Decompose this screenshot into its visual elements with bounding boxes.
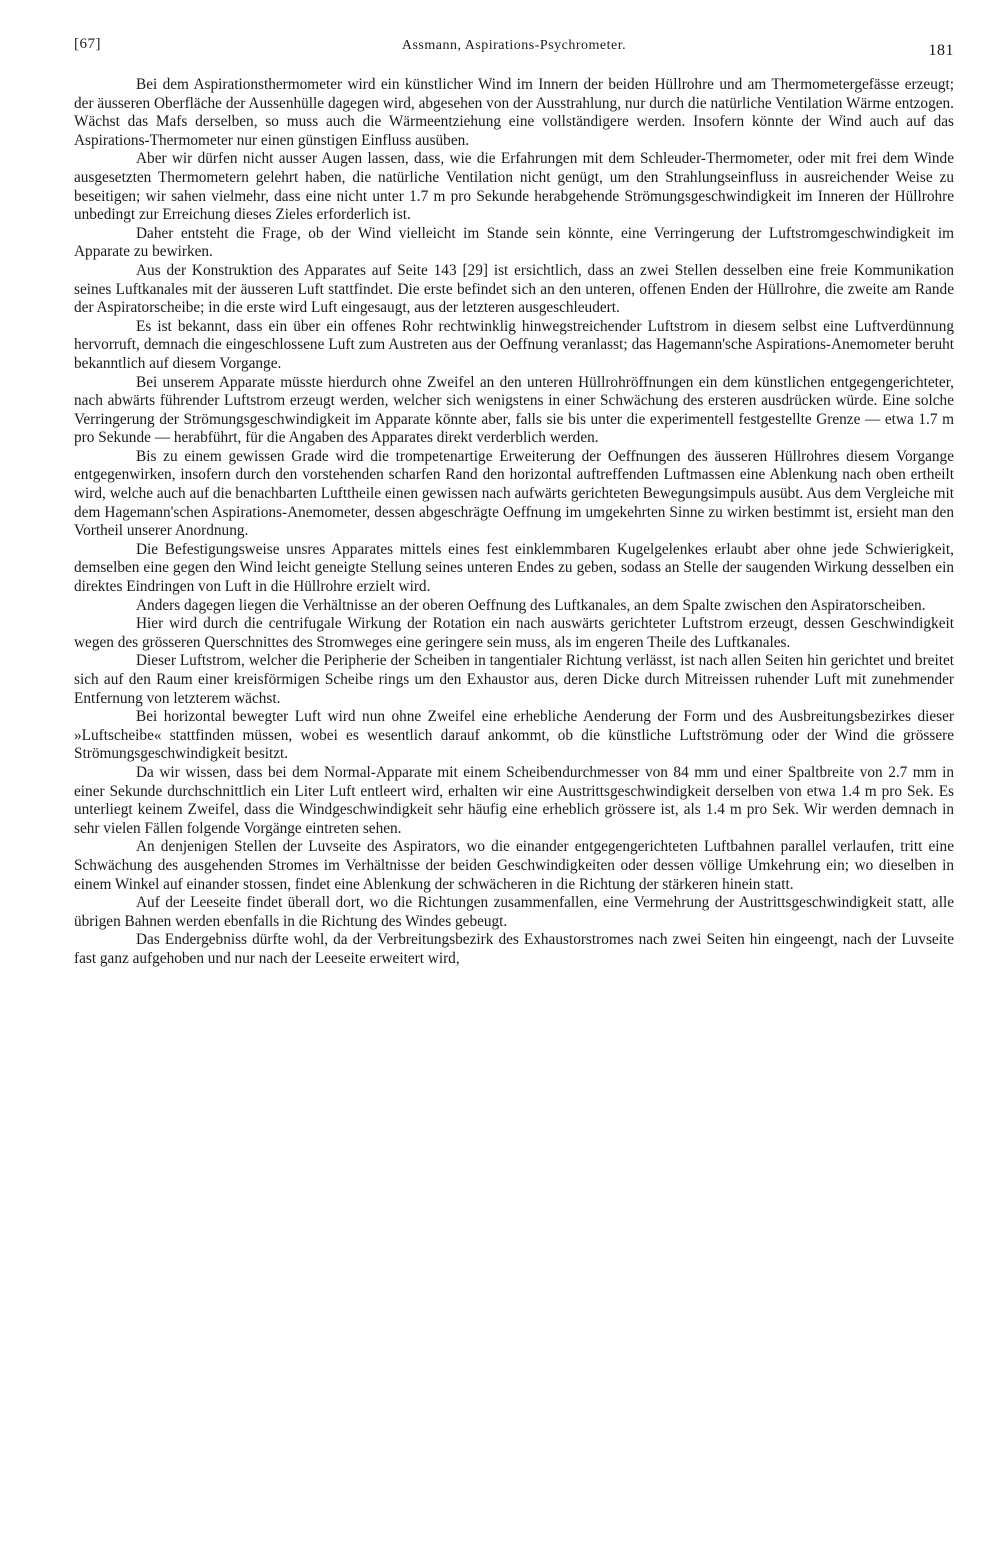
page-number: 181 [928, 42, 954, 59]
paragraph: Bei unserem Apparate müsste hierdurch ohne Zweifel an den unteren Hüllrohröffnungen ein dem künstlichen entgegengerichteter, nach abwärts führender Luftstrom erzeugt werden, welcher sich wenigstens in einer Schwächung des ersteren ausdrücken würde. Eine solche Verringerung der Strömungsgeschwindigkeit im Apparate könnte aber, falls sie bis unter die experimentell festgestellte Grenze — etwa 1.7 m pro Sekunde — herabführt, für die Angaben des Apparates direkt verderblich werden. [74, 373, 954, 447]
running-header [74, 30, 954, 70]
paragraph: Aus der Konstruktion des Apparates auf Seite 143 [29] ist ersichtlich, dass an zwei Stellen desselben eine freie Kommunikation seines Luftkanales mit der äusseren Luft stattfindet. Die erste befindet sich an den unteren, offenen Enden der Hüllrohre, die zweite am Rande der Aspiratorscheibe; in die erste wird Luft eingesaugt, aus der letzteren ausgeschleudert. [74, 261, 954, 317]
paragraph: Bis zu einem gewissen Grade wird die trompetenartige Erweiterung der Oeffnungen des äusseren Hüllrohres diesem Vorgange entgegenwirken, insofern durch den vorstehenden scharfen Rand den horizontal auftreffenden Luftmassen eine Ablenkung nach oben ertheilt wird, welche auch auf die benachbarten Lufttheile einen gewissen nach aufwärts gerichteten Bewegungsimpuls ausübt. Aus dem Vergleiche mit dem Hagemann'schen Aspirations-Anemometer, dessen abgeschrägte Oeffnung im umgekehrten Sinne zu wirken bestimmt ist, ersieht man den Vortheil unserer Anordnung. [74, 447, 954, 540]
paragraph: An denjenigen Stellen der Luvseite des Aspirators, wo die einander entgegengerichteten Luftbahnen parallel verlaufen, tritt eine Schwächung des ausgehenden Stromes im Verhältnisse der beiden Geschwindigkeiten oder dessen völlige Umkehrung ein; wo dieselben in einem Winkel auf einander stossen, findet eine Ablenkung der schwächeren in die Richtung der stärkeren hinein statt. [74, 838, 954, 893]
running-title: Assmann, Aspirations-Psychrometer. [401, 38, 627, 53]
paragraph: Da wir wissen, dass bei dem Normal-Apparate mit einem Scheibendurchmesser von 84 mm und einer Spaltbreite von 2.7 mm in einer Sekunde durchschnittlich ein Liter Luft entleert wird, erhalten wir eine Austrittsgeschwindigkeit derselben von etwa 1.4 m pro Sek. Es unterliegt keinem Zweifel, dass die Windgeschwindigkeit sehr häufig eine erheblich grössere ist, als 1.4 m pro Sek. Wir werden demnach in sehr vielen Fällen folgende Vorgänge eintreten sehen. [74, 763, 954, 837]
paragraph: Bei dem Aspirationsthermometer wird ein künstlicher Wind im Innern der beiden Hüllrohre und am Thermometergefässe erzeugt; der äusseren Oberfläche der Aussenhülle dagegen wird, abgesehen von der Ausstrahlung, nur durch die natürliche Ventilation Wärme entzogen. Wächst das Mafs derselben, so muss auch die Wärmeentziehung eine vollständigere werden. Insofern könnte der Wind auch auf das Aspirations-Thermometer nur einen günstigen Einfluss ausüben. [74, 76, 954, 149]
paragraph: Auf der Leeseite findet überall dort, wo die Richtungen zusammenfallen, eine Vermehrung der Austrittsgeschwindigkeit statt, alle übrigen Bahnen werden ebenfalls in die Richtung des Windes gebeugt. [74, 894, 954, 930]
paragraph: Dieser Luftstrom, welcher die Peripherie der Scheiben in tangentialer Richtung verlässt, ist nach allen Seiten hin gerichtet und breitet sich auf den Raum einer kreisförmigen Scheibe rings um den Exhaustor aus, deren Dicke durch Mitreissen ruhender Luft mit zunehmender Entfernung von letzterem wächst. [74, 652, 954, 707]
body-text [74, 76, 954, 969]
page-reference: [67] [74, 36, 101, 52]
paragraph: Die Befestigungsweise unsres Apparates mittels eines fest einklemmbaren Kugelgelenkes erlaubt aber ohne jede Schwierigkeit, demselben eine gegen den Wind leicht geneigte Stellung seines unteren Endes zu geben, sodass an Stelle der saugenden Wirkung desselben ein direktes Eindringen von Luft in die Hüllrohre erzielt wird. [74, 540, 954, 596]
document-page [74, 30, 954, 969]
paragraph: Daher entsteht die Frage, ob der Wind vielleicht im Stande sein könnte, eine Verringerung der Luftstromgeschwindigkeit im Apparate zu bewirken. [74, 224, 954, 261]
paragraph: Aber wir dürfen nicht ausser Augen lassen, dass, wie die Erfahrungen mit dem Schleuder-Thermometer, oder mit frei dem Winde ausgesetzten Thermometern gelehrt haben, die natürliche Ventilation nicht genügt, um den Strahlungseinfluss in ausreichender Weise zu beseitigen; wir sahen vielmehr, dass eine nicht unter 1.7 m pro Sekunde herabgehende Strömungsgeschwindigkeit im Inneren der Hüllrohre unbedingt zur Erreichung dieses Zieles erforderlich ist. [74, 150, 954, 224]
paragraph: Bei horizontal bewegter Luft wird nun ohne Zweifel eine erhebliche Aenderung der Form und des Ausbreitungsbezirkes dieser »Luftscheibe« stattfinden müssen, wobei es wesentlich darauf ankommt, ob die künstliche Luftströmung oder der Wind die grössere Strömungsgeschwindigkeit besitzt. [74, 708, 954, 763]
paragraph: Hier wird durch die centrifugale Wirkung der Rotation ein nach auswärts gerichteter Luftstrom erzeugt, dessen Geschwindigkeit wegen des grösseren Querschnittes des Stromweges eine geringere sein muss, als im engeren Theile des Luftkanales. [74, 615, 954, 651]
paragraph: Anders dagegen liegen die Verhältnisse an der oberen Oeffnung des Luftkanales, an dem Spalte zwischen den Aspiratorscheiben. [136, 596, 926, 614]
paragraph: Es ist bekannt, dass ein über ein offenes Rohr rechtwinklig hinwegstreichender Luftstrom in diesem selbst eine Luftverdünnung hervorruft, demnach die eingeschlossene Luft zum Austreten aus der Oeffnung veranlasst; das Hagemann'sche Aspirations-Anemometer beruht bekanntlich auf diesem Vorgange. [74, 317, 954, 372]
paragraph: Das Endergebniss dürfte wohl, da der Verbreitungsbezirk des Exhaustorstromes nach zwei Seiten hin eingeengt, nach der Luvseite fast ganz aufgehoben und nur nach der Leeseite erweitert wird, [74, 931, 954, 967]
